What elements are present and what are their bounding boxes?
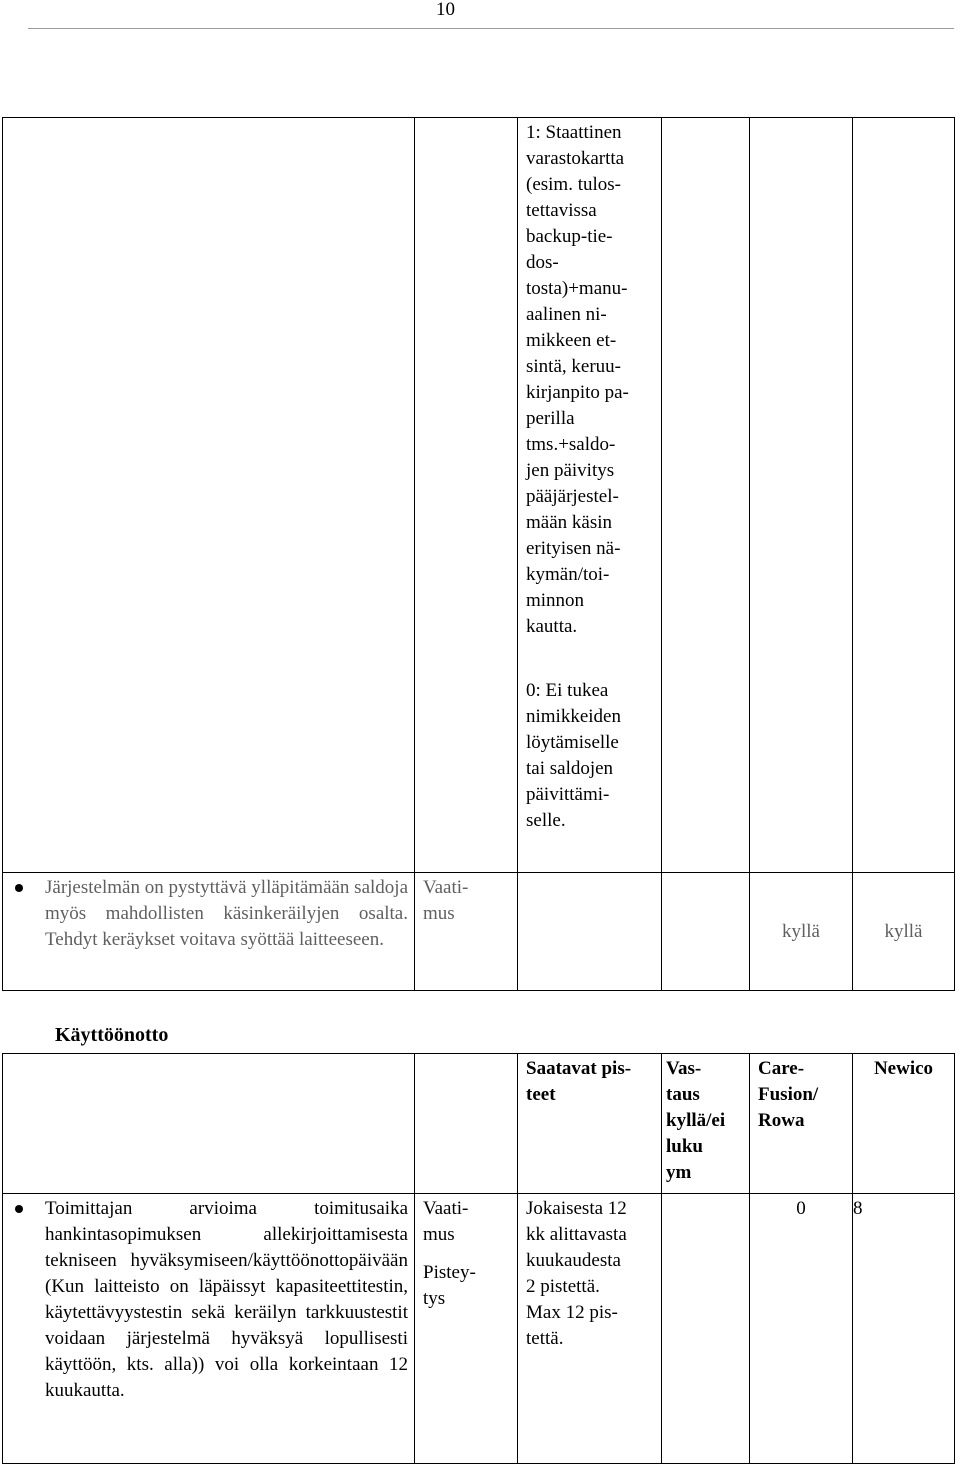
- requirements-table-1: [2, 117, 955, 991]
- header-answer: [662, 1054, 750, 1194]
- section-heading: Käyttöönotto: [55, 1024, 169, 1046]
- empty-cell: [750, 118, 853, 873]
- empty-cell: [518, 873, 662, 991]
- points-cell: [518, 1194, 662, 1464]
- empty-cell: [662, 118, 750, 873]
- bullet-icon: [15, 884, 23, 892]
- requirement-text: Järjestelmän on pystyttävä ylläpitämään saldoja myös mahdollisten käsinkeräilyjen osalta. Tehdyt keräykset voitava syöttää laitteeseen.: [45, 877, 409, 950]
- empty-cell: [853, 118, 955, 873]
- type-label-scoring: Pistey- tys: [423, 1262, 476, 1309]
- empty-cell: [662, 873, 750, 991]
- header-points-label: Saatavat pis- teet: [526, 1058, 632, 1105]
- type-cell: [415, 873, 518, 991]
- newico-cell: [853, 873, 955, 991]
- carefusion-value: kyllä: [782, 920, 820, 942]
- carefusion-value: 0: [796, 1198, 806, 1219]
- newico-value: 8: [853, 1198, 863, 1219]
- header-answer-label: Vas- taus kyllä/ei luku ym: [666, 1058, 726, 1183]
- header-newico: [853, 1054, 955, 1194]
- header-carefusion-label: Care- Fusion/ Rowa: [758, 1058, 819, 1131]
- scale-cell: [518, 118, 662, 873]
- header-carefusion: [750, 1054, 853, 1194]
- type-label-requirement: Vaati- mus: [423, 1198, 469, 1245]
- scale-text-0: 0: Ei tukea nimikkeiden löytämiselle tai saldojen päivittämi- selle.: [526, 680, 621, 831]
- empty-cell: [3, 118, 415, 873]
- header-rule: [28, 28, 954, 29]
- points-text: Jokaisesta 12 kk alittavasta kuukaudesta 2 pistettä. Max 12 pis- tettä.: [526, 1198, 627, 1349]
- requirement-cell: [3, 1194, 415, 1464]
- requirements-table-2: [2, 1053, 955, 1464]
- empty-cell: [415, 1054, 518, 1194]
- empty-cell: [415, 118, 518, 873]
- bullet-icon: [15, 1205, 23, 1213]
- type-cell: [415, 1194, 518, 1464]
- requirement-cell: [3, 873, 415, 991]
- type-label: Vaati- mus: [423, 877, 469, 924]
- empty-cell: [3, 1054, 415, 1194]
- newico-value: kyllä: [884, 920, 923, 942]
- newico-cell: [853, 1194, 955, 1464]
- carefusion-cell: [750, 873, 853, 991]
- empty-cell: [662, 1194, 750, 1464]
- page-number: 10: [436, 0, 455, 20]
- header-points: [518, 1054, 662, 1194]
- scale-text-1: 1: Staattinen varastokartta (esim. tulos- tettavissa backup-tie- dos- tosta)+manu- aalinen ni- mikkeen et- sintä, keruu- kirjanpito pa- perilla tms.+saldo- jen päivitys pääjärjestel- mään käsin erityisen nä- kymän/toi- minnon kautta.: [526, 122, 629, 637]
- header-newico-label: Newico: [873, 1058, 934, 1079]
- carefusion-cell: [750, 1194, 853, 1464]
- requirement-text: Toimittajan arvioima toimitusaika hankintasopimuksen allekirjoittamisesta tekniseen hyväksymiseen/käyttöönottopäivään (Kun laitteisto on läpäissyt kapasiteettitestin, käytettävyystestin sekä keräilyn tarkkuustestit voidaan järjestelmä hyväksyä lopullisesti käyttöön, kts. alla)) voi olla korkeintaan 12 kuukautta.: [45, 1198, 408, 1401]
